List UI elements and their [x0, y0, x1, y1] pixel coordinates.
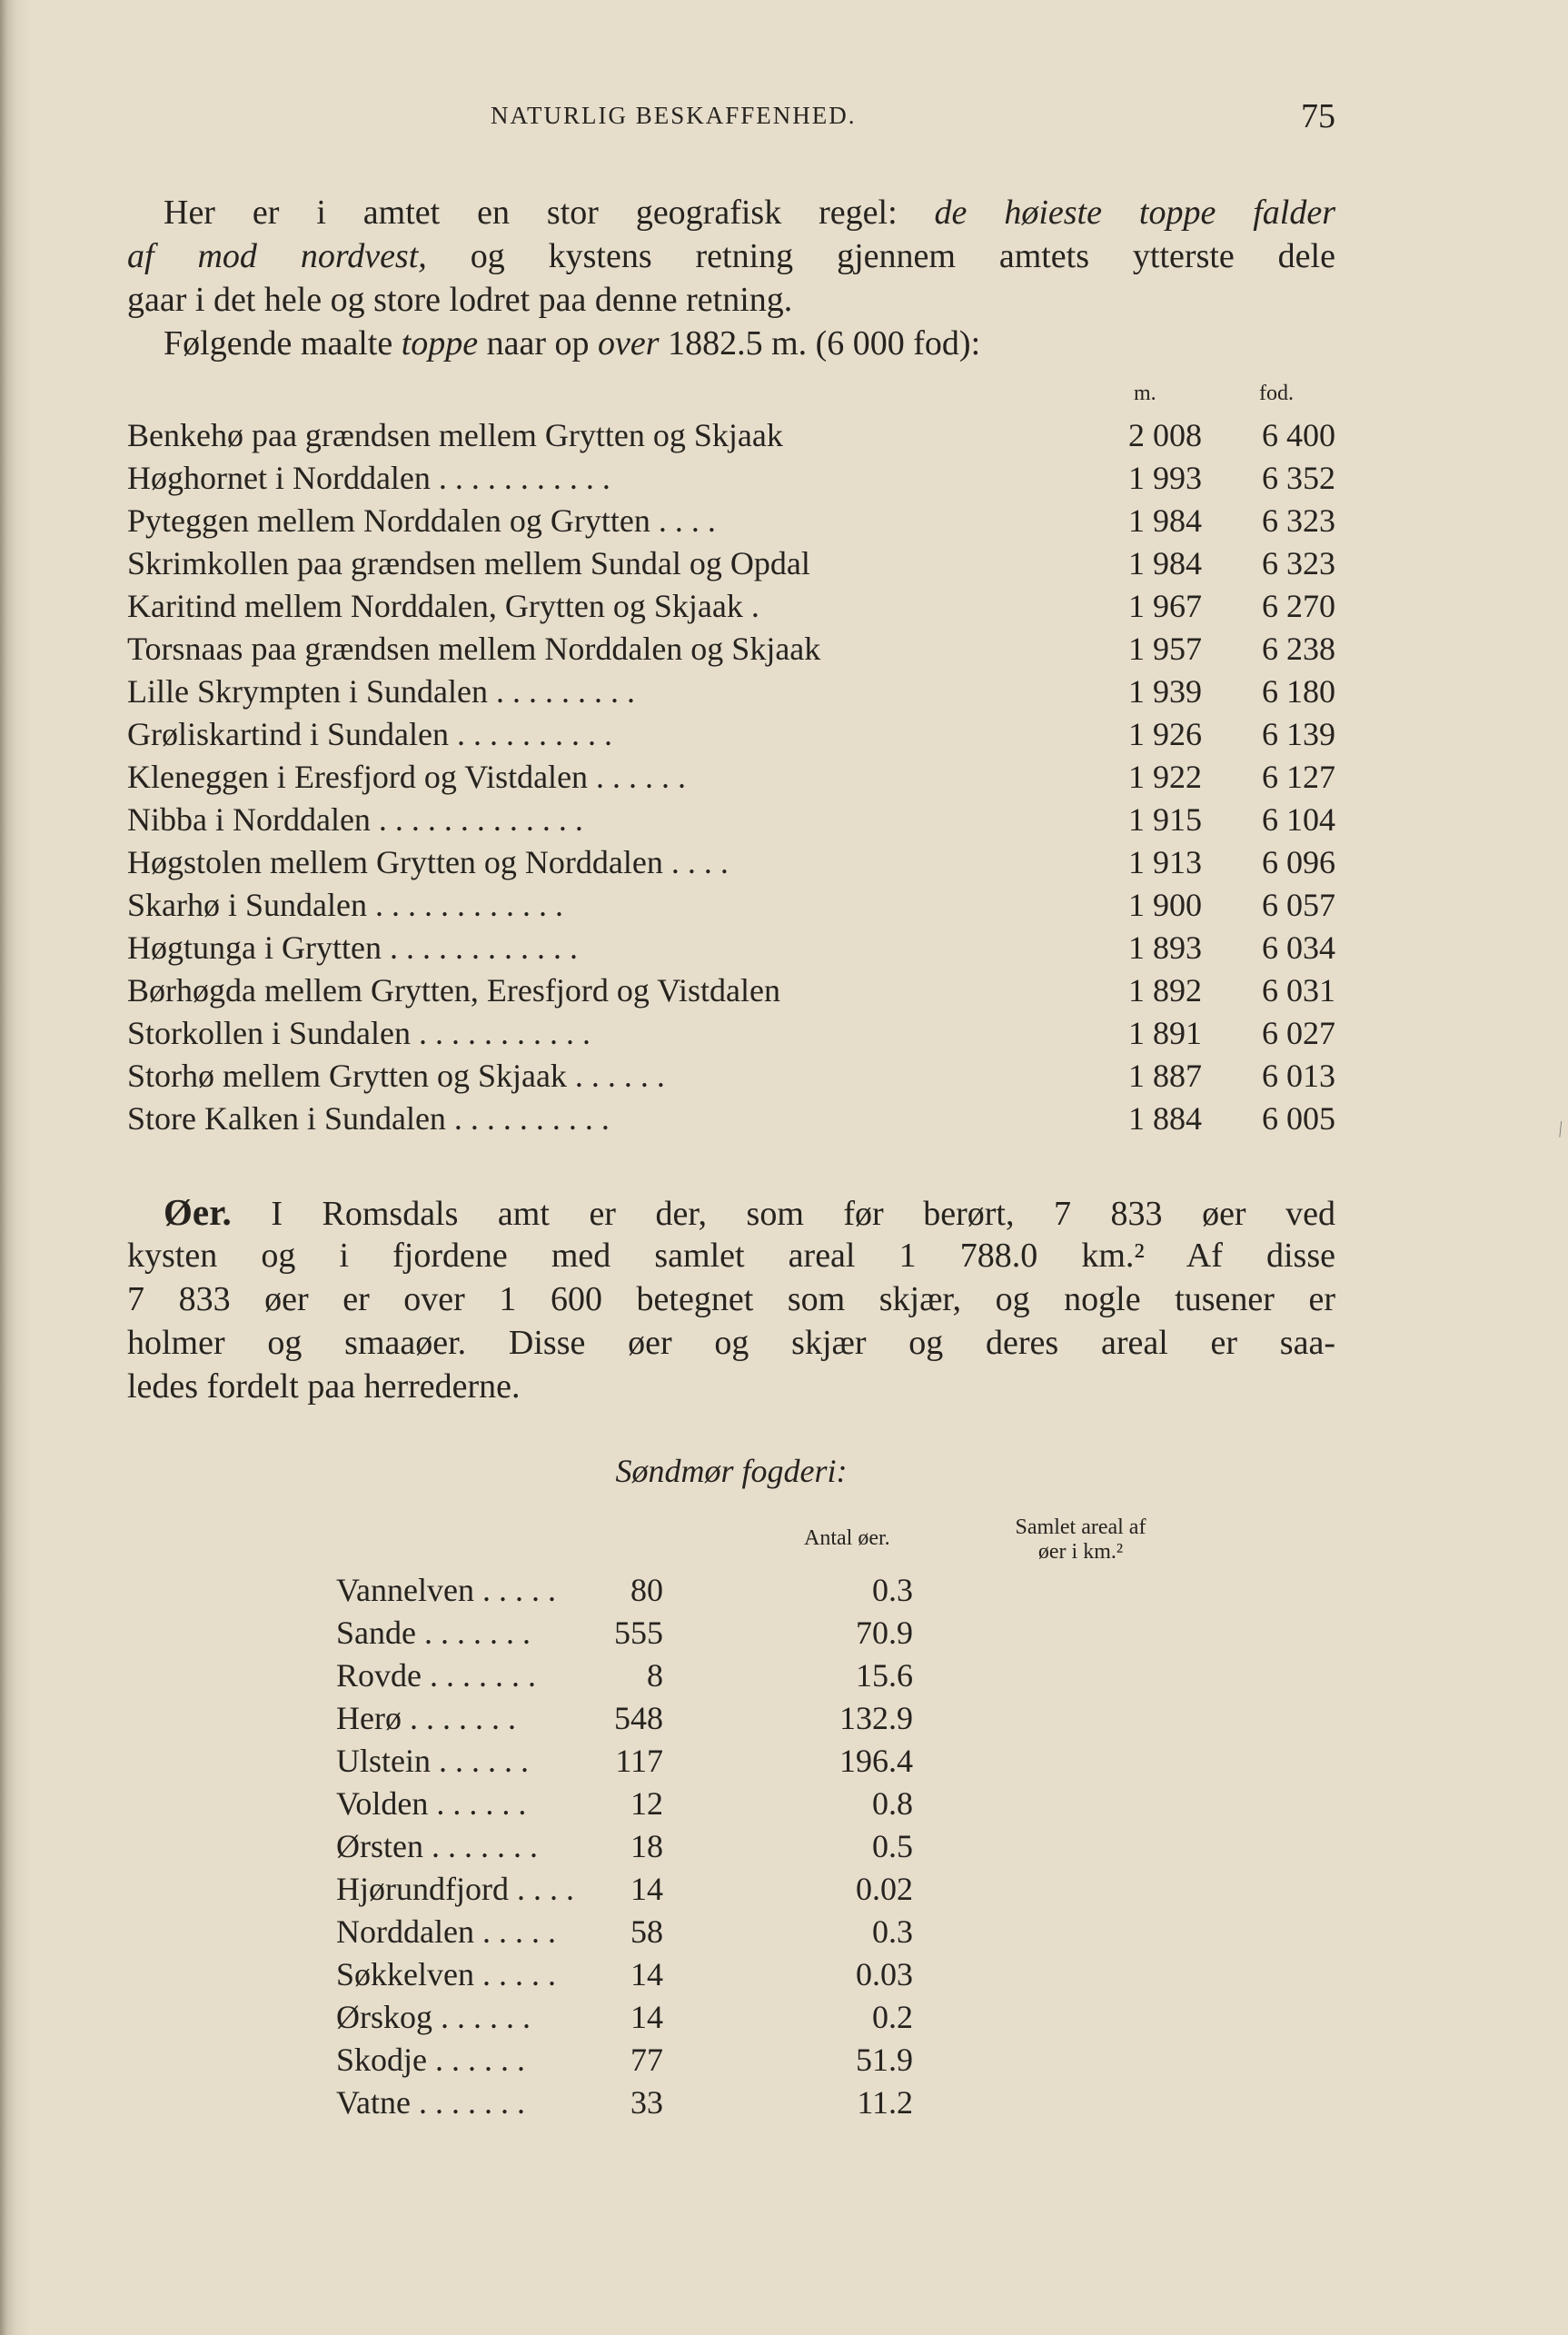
island-area: 15.6	[856, 1657, 913, 1694]
island-count: 117	[615, 1743, 663, 1779]
table-row	[336, 1827, 1335, 1870]
table-row	[127, 1057, 1335, 1099]
table-row	[127, 544, 1335, 587]
table-row	[127, 459, 1335, 502]
peak-height-fod: 6 238	[1262, 631, 1335, 667]
peak-name: Skarhø i Sundalen . . . . . . . . . . . .	[127, 887, 563, 923]
peak-name: Karitind mellem Norddalen, Grytten og Skjaak .	[127, 588, 759, 624]
table-row	[336, 1614, 1335, 1656]
island-area: 70.9	[856, 1615, 913, 1651]
island-count: 555	[614, 1615, 663, 1651]
peak-height-m: 1 893	[1128, 929, 1202, 966]
district-name: Vatne . . . . . . .	[336, 2084, 525, 2121]
island-area: 0.8	[872, 1785, 913, 1822]
page-margin-mark: ⁄	[1553, 1118, 1568, 1140]
peak-name: Benkehø paa grændsen mellem Grytten og Skjaak	[127, 417, 783, 453]
peak-height-m: 1 887	[1128, 1058, 1202, 1094]
islands-col-header-count: Antal øer.	[804, 1526, 890, 1550]
table-row	[127, 587, 1335, 630]
table-row	[127, 843, 1335, 886]
island-count: 14	[630, 1999, 663, 2035]
peak-height-fod: 6 127	[1262, 759, 1335, 795]
table-row	[127, 502, 1335, 544]
table-row	[336, 2041, 1335, 2083]
island-area: 0.3	[872, 1913, 913, 1950]
intro-line-1: Her er i amtet en stor geografisk regel: de høieste toppe falder	[164, 194, 1335, 232]
peak-name: Pyteggen mellem Norddalen og Grytten . . . .	[127, 502, 716, 539]
table-row	[336, 1955, 1335, 1998]
table-row	[336, 2083, 1335, 2126]
sondmor-title: Søndmør fogderi:	[615, 1453, 848, 1489]
island-count: 18	[630, 1828, 663, 1864]
islands-line-3: 7 833 øer er over 1 600 betegnet som skjær, og nogle tusener er	[127, 1280, 1335, 1318]
peak-height-fod: 6 005	[1262, 1100, 1335, 1137]
peak-height-m: 1 957	[1128, 631, 1202, 667]
peak-name: Kleneggen i Eresfjord og Vistdalen . . . . . .	[127, 759, 687, 795]
district-name: Herø . . . . . . .	[336, 1700, 516, 1736]
peak-height-m: 1 984	[1128, 502, 1202, 539]
island-area: 0.3	[872, 1572, 913, 1608]
island-count: 80	[630, 1572, 663, 1608]
island-area: 196.4	[839, 1743, 913, 1779]
peak-height-m: 1 900	[1128, 887, 1202, 923]
peak-height-m: 2 008	[1128, 417, 1202, 453]
peak-height-m: 1 892	[1128, 972, 1202, 1009]
peak-height-fod: 6 096	[1262, 844, 1335, 880]
intro-paragraph	[127, 191, 1335, 365]
table-row	[336, 1784, 1335, 1827]
island-count: 12	[630, 1785, 663, 1822]
table-row	[127, 1014, 1335, 1057]
table-row	[127, 929, 1335, 971]
peak-height-m: 1 939	[1128, 673, 1202, 710]
table-row	[127, 800, 1335, 843]
island-count: 58	[630, 1913, 663, 1950]
peaks-table	[127, 416, 1335, 1142]
district-name: Norddalen . . . . .	[336, 1913, 556, 1950]
peak-height-fod: 6 027	[1262, 1015, 1335, 1051]
peak-name: Storkollen i Sundalen . . . . . . . . . . .	[127, 1015, 590, 1051]
peak-height-m: 1 915	[1128, 801, 1202, 838]
island-count: 77	[630, 2042, 663, 2078]
peak-height-fod: 6 323	[1262, 502, 1335, 539]
table-row	[336, 1913, 1335, 1955]
peak-height-fod: 6 013	[1262, 1058, 1335, 1094]
table-row	[336, 1656, 1335, 1699]
islands-paragraph	[127, 1190, 1335, 1408]
peak-height-fod: 6 400	[1262, 417, 1335, 453]
island-count: 8	[647, 1657, 663, 1694]
island-count: 33	[630, 2084, 663, 2121]
district-name: Ørskog . . . . . .	[336, 1999, 531, 2035]
island-area: 51.9	[856, 2042, 913, 2078]
table-row	[127, 715, 1335, 758]
peak-name: Høgtunga i Grytten . . . . . . . . . . . .	[127, 929, 578, 966]
page-number: 75	[1301, 97, 1335, 135]
district-name: Rovde . . . . . . .	[336, 1657, 536, 1694]
peaks-col-header-fod: fod.	[1259, 382, 1294, 405]
district-name: Hjørundfjord . . . .	[336, 1871, 574, 1907]
islands-line-4: holmer og smaaøer. Disse øer og skjær og deres areal er saa-	[127, 1324, 1335, 1362]
district-name: Sande . . . . . . .	[336, 1615, 531, 1651]
peak-height-m: 1 984	[1128, 545, 1202, 581]
peak-name: Høgstolen mellem Grytten og Norddalen . . . .	[127, 844, 729, 880]
peak-height-m: 1 922	[1128, 759, 1202, 795]
table-row	[336, 1998, 1335, 2041]
peak-height-fod: 6 270	[1262, 588, 1335, 624]
peak-height-fod: 6 180	[1262, 673, 1335, 710]
table-row	[127, 886, 1335, 929]
table-row	[127, 416, 1335, 459]
island-area: 11.2	[857, 2084, 913, 2121]
peak-height-m: 1 926	[1128, 716, 1202, 752]
peak-name: Storhø mellem Grytten og Skjaak . . . . . .	[127, 1058, 665, 1094]
intro-line-4: Følgende maalte toppe naar op over 1882.5 m. (6 000 fod):	[164, 324, 981, 363]
table-row	[127, 758, 1335, 800]
peak-name: Høghornet i Norddalen . . . . . . . . . . .	[127, 460, 610, 496]
islands-table	[336, 1571, 1335, 2126]
peak-height-fod: 6 034	[1262, 929, 1335, 966]
table-row	[127, 1099, 1335, 1142]
table-row	[336, 1742, 1335, 1784]
islands-line-1: Øer. I Romsdals amt er der, som før berørt, 7 833 øer ved	[164, 1191, 1335, 1233]
island-area: 0.2	[872, 1999, 913, 2035]
peak-height-m: 1 993	[1128, 460, 1202, 496]
peak-height-m: 1 913	[1128, 844, 1202, 880]
peak-name: Grøliskartind i Sundalen . . . . . . . . . .	[127, 716, 612, 752]
peak-height-fod: 6 031	[1262, 972, 1335, 1009]
peak-name: Lille Skrympten i Sundalen . . . . . . . . .	[127, 673, 635, 710]
islands-line-2: kysten og i fjordene med samlet areal 1 788.0 km.² Af disse	[127, 1237, 1335, 1275]
intro-line-2: af mod nordvest, og kystens retning gjennem amtets ytterste dele	[127, 237, 1335, 275]
peak-height-m: 1 891	[1128, 1015, 1202, 1051]
peak-height-m: 1 884	[1128, 1100, 1202, 1137]
island-area: 0.03	[856, 1956, 913, 1992]
table-row	[336, 1571, 1335, 1614]
table-row	[336, 1699, 1335, 1742]
island-area: 0.02	[856, 1871, 913, 1907]
district-name: Søkkelven . . . . .	[336, 1956, 556, 1992]
island-count: 548	[614, 1700, 663, 1736]
table-row	[127, 971, 1335, 1014]
peak-height-fod: 6 352	[1262, 460, 1335, 496]
district-name: Volden . . . . . .	[336, 1785, 527, 1822]
peak-height-fod: 6 057	[1262, 887, 1335, 923]
peak-name: Børhøgda mellem Grytten, Eresfjord og Vistdalen	[127, 972, 781, 1009]
table-row	[336, 1870, 1335, 1913]
island-area: 0.5	[872, 1828, 913, 1864]
island-area: 132.9	[839, 1700, 913, 1736]
district-name: Skodje . . . . . .	[336, 2042, 526, 2078]
book-spine-shadow	[0, 0, 31, 2335]
islands-col-header-area: Samlet areal af øer i km.²	[1015, 1515, 1146, 1564]
peak-height-fod: 6 104	[1262, 801, 1335, 838]
table-row	[127, 630, 1335, 672]
island-count: 14	[630, 1871, 663, 1907]
peaks-col-header-m: m.	[1134, 382, 1156, 405]
district-name: Ørsten . . . . . . .	[336, 1828, 538, 1864]
peak-name: Skrimkollen paa grændsen mellem Sundal og Opdal	[127, 545, 810, 581]
intro-line-3: gaar i det hele og store lodret paa denne retning.	[127, 281, 793, 319]
table-row	[127, 672, 1335, 715]
island-count: 14	[630, 1956, 663, 1992]
islands-line-5: ledes fordelt paa herrederne.	[127, 1367, 521, 1406]
peak-height-fod: 6 323	[1262, 545, 1335, 581]
peak-name: Nibba i Norddalen . . . . . . . . . . . . .	[127, 801, 583, 838]
running-header	[127, 97, 1335, 147]
district-name: Vannelven . . . . .	[336, 1572, 556, 1608]
running-header-title: NATURLIG BESKAFFENHED.	[491, 102, 857, 129]
peak-height-m: 1 967	[1128, 588, 1202, 624]
peak-name: Store Kalken i Sundalen . . . . . . . . . .	[127, 1100, 610, 1137]
peak-height-fod: 6 139	[1262, 716, 1335, 752]
district-name: Ulstein . . . . . .	[336, 1743, 529, 1779]
peak-name: Torsnaas paa grændsen mellem Norddalen og Skjaak	[127, 631, 821, 667]
